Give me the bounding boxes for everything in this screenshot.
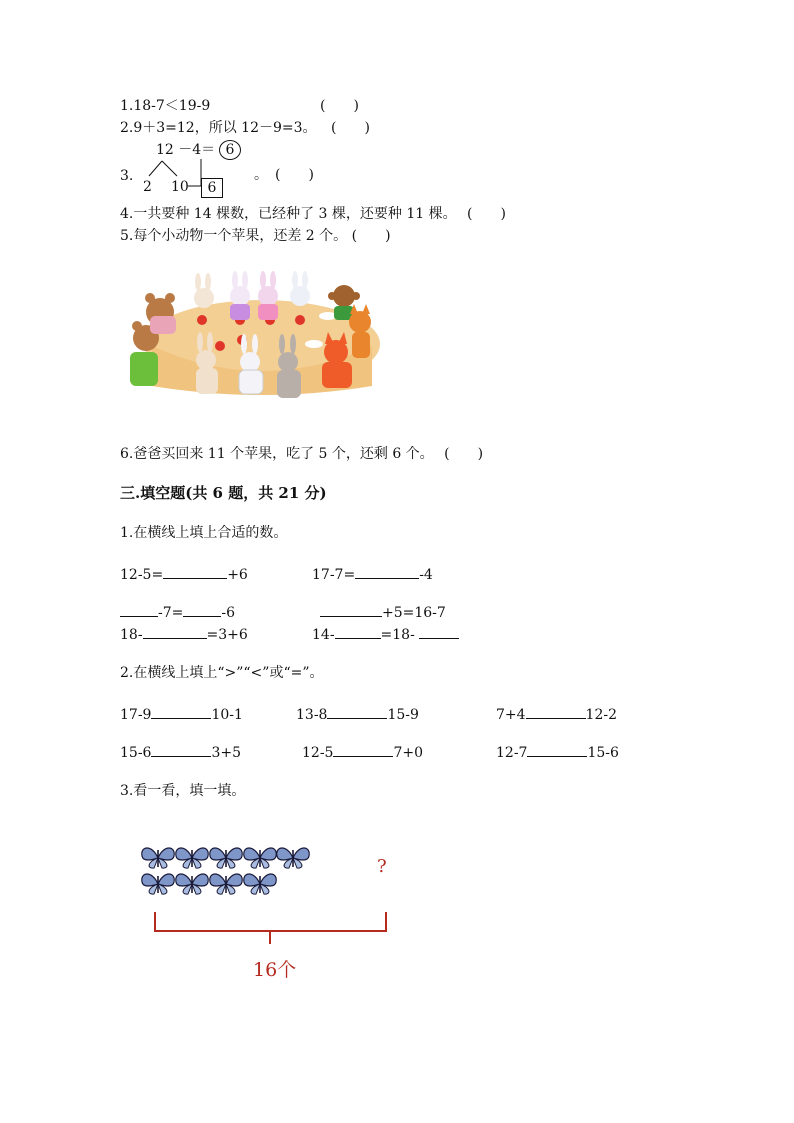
fill1-instruction: 1.在横线上填上合适的数。 [120,525,288,541]
question-6-text: 6.爸爸买回来 11 个苹果，吃了 5 个，还剩 6 个。 [120,446,434,462]
circled-answer: 6 [219,140,241,160]
compare-right: 3+5 [211,745,241,761]
question-3-expression: 12 －4＝ [156,142,216,158]
answer-paren-4[interactable]: ( ) [467,206,506,222]
compare-right: 7+0 [393,745,423,761]
compare-left: 12-5 [302,745,334,761]
expression-text: +6 [227,567,248,583]
answer-paren-6[interactable]: ( ) [444,446,484,462]
question-2-text: 2.9＋3=12，所以 12－9=3。 [120,120,317,136]
question-3-label: 3. [120,168,134,184]
split-right-number: 10 [171,179,189,195]
compare-left: 12-7 [496,745,528,761]
expression-text: 17-7= [312,567,356,583]
expression-text: -7= [158,605,184,621]
question-mark: ? [377,856,387,877]
split-left-number: 2 [143,179,152,195]
compare-left: 7+4 [496,707,526,723]
question-4-text: 4.一共要种 14 棵数，已经种了 3 棵，还要种 11 棵。 [120,206,457,222]
total-label: 16个 [253,959,297,981]
expression-text: 18- [120,627,143,643]
expression-text: -4 [419,567,433,583]
question-3-suffix: 。 [254,167,268,183]
expression-text: -6 [221,605,236,621]
compare-right: 12-2 [585,707,617,723]
expression-text: 12-5= [120,567,164,583]
compare-right: 15-6 [587,745,619,761]
compare-left: 13-8 [296,707,328,723]
compare-right: 10-1 [211,707,243,723]
question-5-text: 5.每个小动物一个苹果，还差 2 个。 [120,228,348,244]
expression-text: +5=16-7 [382,605,446,621]
compare-right: 15-9 [387,707,419,723]
answer-paren-1[interactable]: ( ) [320,98,359,114]
fill3-instruction: 3.看一看，填一填。 [120,783,246,799]
section-title: 三.填空题(共 6 题，共 21 分) [120,484,327,502]
answer-paren-2[interactable]: ( ) [330,120,370,136]
expression-text: =3+6 [206,627,248,643]
compare-left: 17-9 [120,707,152,723]
answer-paren-3[interactable]: ( ) [275,167,314,183]
compare-left: 15-6 [120,745,152,761]
expression-text: =18- [380,627,415,643]
expression-text: 14- [312,627,335,643]
boxed-result: 6 [201,178,223,198]
fill2-instruction: 2.在横线上填上“>”“<”或“=”。 [120,665,324,681]
answer-paren-5[interactable]: ( ) [351,228,391,244]
question-1-text: 1.18-7＜19-9 [120,98,211,114]
